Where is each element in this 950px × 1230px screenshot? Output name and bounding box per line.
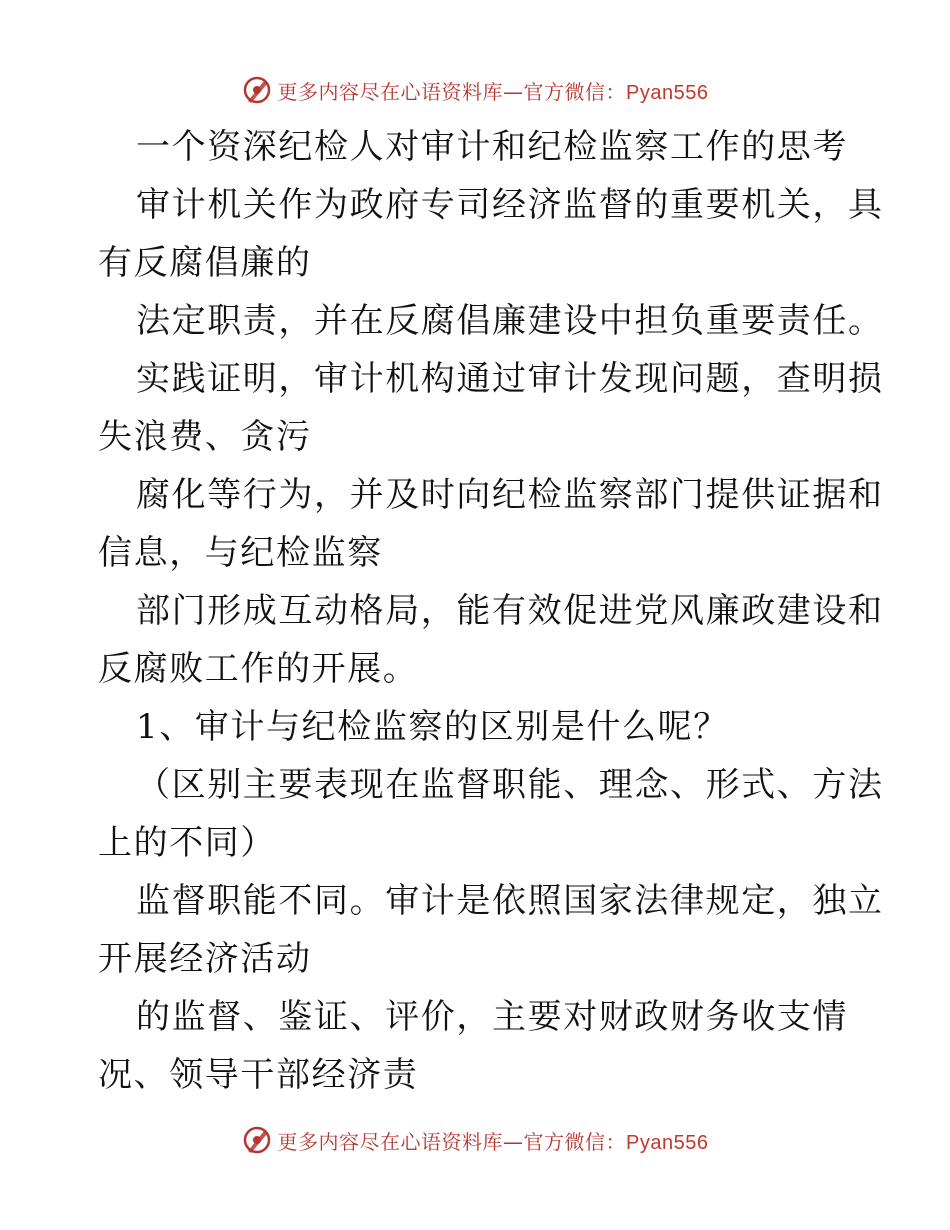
- text-line: 信息，与纪检监察: [98, 533, 383, 573]
- text-line: 实践证明，审计机构通过审计发现问题，查明损: [136, 359, 884, 399]
- text-line: 有反腐倡廉的: [98, 243, 312, 283]
- header-watermark: [0, 72, 950, 108]
- watermark-label: 更多内容尽在心语资料库—官方微信：: [277, 1129, 627, 1154]
- text-line: 开展经济活动: [98, 939, 312, 979]
- text-line: 监督职能不同。审计是依照国家法律规定，独立: [136, 881, 884, 921]
- text-line: 1、审计与纪检监察的区别是什么呢？: [136, 707, 729, 747]
- document-body: [98, 118, 884, 1104]
- text-line: 部门形成互动格局，能有效促进党风廉政建设和: [136, 591, 884, 631]
- watermark-label: 更多内容尽在心语资料库—官方微信：: [277, 79, 627, 104]
- text-line: 况、领导干部经济责: [98, 1055, 419, 1095]
- text-line: 法定职责，并在反腐倡廉建设中担负重要责任。: [136, 301, 884, 341]
- quill-logo-icon: [242, 75, 272, 105]
- text-line: 审计机关作为政府专司经济监督的重要机关，具: [136, 185, 884, 225]
- footer-watermark: [0, 1122, 950, 1158]
- text-line: 腐化等行为，并及时向纪检监察部门提供证据和: [136, 475, 884, 515]
- text-line: 上的不同）: [98, 823, 276, 863]
- text-line: （区别主要表现在监督职能、理念、形式、方法: [136, 765, 884, 805]
- watermark-handle: Pyan556: [626, 81, 709, 104]
- text-line: 反腐败工作的开展。: [98, 649, 419, 689]
- watermark-text: [278, 1126, 709, 1155]
- watermark-text: [278, 76, 709, 105]
- quill-logo-icon: [242, 1125, 272, 1155]
- watermark-handle: Pyan556: [626, 1131, 709, 1154]
- text-line: 的监督、鉴证、评价，主要对财政财务收支情: [136, 997, 848, 1037]
- text-line: 失浪费、贪污: [98, 417, 312, 457]
- text-line: 一个资深纪检人对审计和纪检监察工作的思考: [136, 127, 848, 167]
